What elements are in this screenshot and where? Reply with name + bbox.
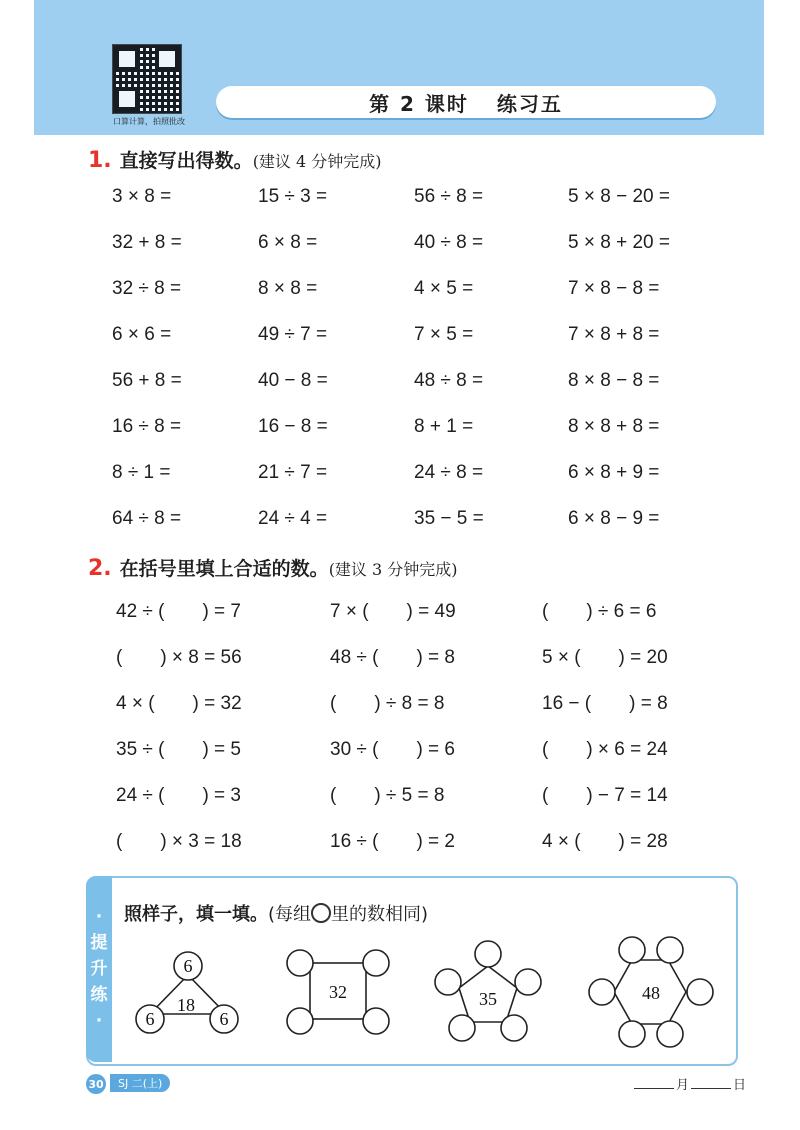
problem-1-r8-c4: 6 × 8 − 9 =	[568, 508, 660, 529]
problem-1-r3-c1: 32 ÷ 8 =	[112, 278, 182, 299]
square-center-value: 32	[329, 982, 347, 1002]
section-2-title: 在括号里填上合适的数。	[119, 558, 329, 580]
side-tab-char: 升	[90, 959, 108, 979]
problem-2-r6-c3: 4 × ( ) = 28	[542, 831, 668, 852]
hexagon-circle-tr[interactable]	[657, 937, 683, 963]
problem-1-r3-c3: 4 × 5 =	[414, 278, 474, 299]
problem-1-r1-c2: 15 ÷ 3 =	[258, 186, 328, 207]
side-tab-char: ·	[95, 907, 103, 927]
qr-code-icon[interactable]	[112, 44, 182, 114]
problem-2-r6-c1: ( ) × 3 = 18	[116, 831, 242, 852]
triangle-center-value: 18	[177, 995, 195, 1015]
problem-2-r3-c3: 16 − ( ) = 8	[542, 693, 668, 714]
section-1-number: 1.	[88, 148, 112, 173]
page-title	[216, 86, 716, 118]
book-label: SJ 二(上)	[110, 1074, 170, 1092]
square-circle-tr[interactable]	[363, 950, 389, 976]
puzzle-figures	[120, 930, 720, 1050]
problem-1-r5-c1: 56 + 8 =	[112, 370, 182, 391]
section-1-heading	[88, 146, 382, 173]
pentagon-circle-bottom-right[interactable]	[501, 1015, 527, 1041]
hexagon-center-value: 48	[642, 983, 660, 1003]
problem-1-r8-c1: 64 ÷ 8 =	[112, 508, 182, 529]
pentagon-center-value: 35	[479, 989, 497, 1009]
day-label: 日	[733, 1078, 747, 1093]
problem-1-r7-c2: 21 ÷ 7 =	[258, 462, 328, 483]
section-1-note: (建议 4 分钟完成)	[252, 152, 382, 171]
problem-1-r5-c4: 8 × 8 − 8 =	[568, 370, 660, 391]
problem-1-r1-c3: 56 ÷ 8 =	[414, 186, 484, 207]
problem-1-r6-c3: 8 + 1 =	[414, 416, 474, 437]
problem-1-r8-c2: 24 ÷ 4 =	[258, 508, 328, 529]
date-line	[632, 1074, 746, 1093]
problem-1-r3-c4: 7 × 8 − 8 =	[568, 278, 660, 299]
problem-1-r4-c3: 7 × 5 =	[414, 324, 474, 345]
extension-side-tab	[86, 876, 112, 1062]
problem-2-r4-c2: 30 ÷ ( ) = 6	[330, 739, 455, 760]
square-circle-tl[interactable]	[287, 950, 313, 976]
problem-1-r2-c3: 40 ÷ 8 =	[414, 232, 484, 253]
problem-1-r2-c1: 32 + 8 =	[112, 232, 182, 253]
hexagon-circle-right[interactable]	[687, 979, 713, 1005]
problem-2-r4-c3: ( ) × 6 = 24	[542, 739, 668, 760]
problem-1-r2-c4: 5 × 8 + 20 =	[568, 232, 670, 253]
problem-1-r4-c1: 6 × 6 =	[112, 324, 172, 345]
problem-2-r5-c3: ( ) − 7 = 14	[542, 785, 668, 806]
extension-note-a: (每组	[268, 904, 312, 925]
problem-2-r1-c1: 42 ÷ ( ) = 7	[116, 601, 241, 622]
section-1-title: 直接写出得数。	[119, 150, 253, 172]
pentagon-circle-left[interactable]	[435, 969, 461, 995]
page-number: 30	[86, 1074, 106, 1094]
side-tab-char: 提	[90, 933, 108, 953]
lesson-number: 第 2 课时	[369, 91, 469, 116]
section-2-heading	[88, 554, 458, 581]
hexagon-circle-tl[interactable]	[619, 937, 645, 963]
problem-1-r1-c4: 5 × 8 − 20 =	[568, 186, 670, 207]
problem-2-r3-c2: ( ) ÷ 8 = 8	[330, 693, 445, 714]
problem-1-r2-c2: 6 × 8 =	[258, 232, 318, 253]
problem-2-r3-c1: 4 × ( ) = 32	[116, 693, 242, 714]
hexagon-circle-left[interactable]	[589, 979, 615, 1005]
month-blank[interactable]	[634, 1088, 674, 1089]
hexagon-circle-bl[interactable]	[619, 1021, 645, 1047]
square-circle-bl[interactable]	[287, 1008, 313, 1034]
square-circle-br[interactable]	[363, 1008, 389, 1034]
extension-note-b: 里的数相同)	[331, 904, 429, 925]
section-2-number: 2.	[88, 556, 112, 581]
problem-2-r5-c1: 24 ÷ ( ) = 3	[116, 785, 241, 806]
problem-1-r5-c3: 48 ÷ 8 =	[414, 370, 484, 391]
lesson-topic: 练习五	[496, 91, 563, 116]
extension-title	[124, 900, 428, 926]
problem-2-r2-c2: 48 ÷ ( ) = 8	[330, 647, 455, 668]
problem-1-r6-c2: 16 − 8 =	[258, 416, 328, 437]
section-2-note: (建议 3 分钟完成)	[328, 560, 458, 579]
extension-title-text: 照样子，填一填。	[124, 904, 268, 925]
problem-1-r4-c2: 49 ÷ 7 =	[258, 324, 328, 345]
problem-2-r1-c2: 7 × ( ) = 49	[330, 601, 456, 622]
problem-1-r3-c2: 8 × 8 =	[258, 278, 318, 299]
problem-2-r2-c1: ( ) × 8 = 56	[116, 647, 242, 668]
problem-1-r1-c1: 3 × 8 =	[112, 186, 172, 207]
triangle-top-value: 6	[183, 956, 193, 976]
problem-2-r2-c3: 5 × ( ) = 20	[542, 647, 668, 668]
hexagon-circle-br[interactable]	[657, 1021, 683, 1047]
pentagon-circle-top[interactable]	[475, 941, 501, 967]
problem-2-r1-c3: ( ) ÷ 6 = 6	[542, 601, 657, 622]
month-label: 月	[676, 1078, 690, 1093]
problem-1-r7-c4: 6 × 8 + 9 =	[568, 462, 660, 483]
side-tab-char: ·	[95, 1011, 103, 1031]
triangle-right-value: 6	[219, 1009, 229, 1029]
problem-1-r6-c4: 8 × 8 + 8 =	[568, 416, 660, 437]
circle-icon	[311, 903, 331, 923]
triangle-left-value: 6	[145, 1009, 155, 1029]
pentagon-circle-right[interactable]	[515, 969, 541, 995]
problem-1-r8-c3: 35 − 5 =	[414, 508, 484, 529]
problem-1-r4-c4: 7 × 8 + 8 =	[568, 324, 660, 345]
problem-1-r6-c1: 16 ÷ 8 =	[112, 416, 182, 437]
problem-1-r7-c1: 8 ÷ 1 =	[112, 462, 171, 483]
day-blank[interactable]	[691, 1088, 731, 1089]
problem-2-r4-c1: 35 ÷ ( ) = 5	[116, 739, 241, 760]
pentagon-circle-bottom-left[interactable]	[449, 1015, 475, 1041]
problem-2-r6-c2: 16 ÷ ( ) = 2	[330, 831, 455, 852]
problem-1-r7-c3: 24 ÷ 8 =	[414, 462, 484, 483]
problem-2-r5-c2: ( ) ÷ 5 = 8	[330, 785, 445, 806]
problem-1-r5-c2: 40 − 8 =	[258, 370, 328, 391]
side-tab-char: 练	[90, 985, 108, 1005]
qr-caption: 口算计算，拍照批改	[113, 117, 185, 126]
